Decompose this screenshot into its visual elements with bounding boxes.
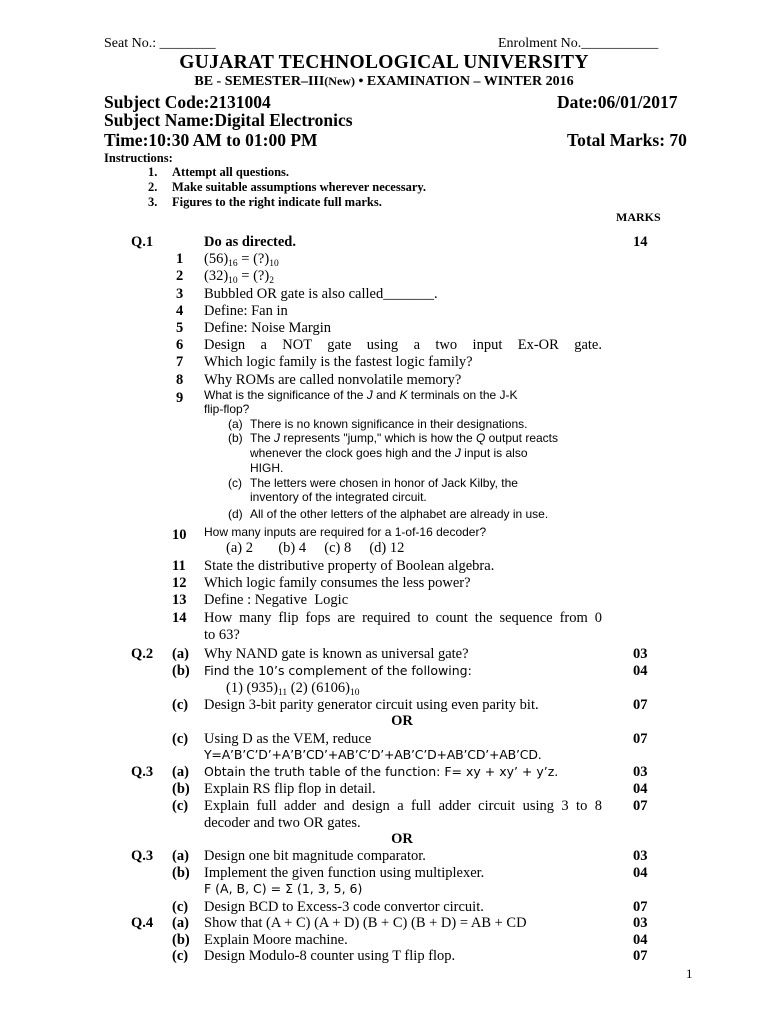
subpart-text: Design 3-bit parity generator circuit using even parity bit.	[204, 697, 539, 713]
subpart-text: Explain Moore machine.	[204, 932, 348, 948]
question-label: Q.4	[131, 915, 154, 931]
subpart-text: Show that (A + C) (A + D) (B + C) (B + D) = AB + CD	[204, 915, 527, 931]
subject-name: Subject Name:Digital Electronics	[104, 110, 353, 130]
item-number: 12	[172, 575, 187, 591]
subpart-text: Design Modulo-8 counter using T flip flop.	[204, 948, 456, 964]
subpart-text: Design one bit magnitude comparator.	[204, 848, 426, 864]
university-name: GUJARAT TECHNOLOGICAL UNIVERSITY	[179, 52, 589, 73]
option-label: (b)	[228, 431, 243, 445]
item-number: 2	[176, 268, 184, 284]
subpart-text: Find the 10’s complement of the following:	[204, 663, 472, 678]
item-text: Define: Noise Margin	[204, 320, 331, 336]
option-text: There is no known significance in their designations.	[250, 417, 528, 431]
subpart-marks: 07	[633, 899, 648, 915]
subpart-text: Using D as the VEM, reduce	[204, 731, 372, 747]
subpart-label: (a)	[172, 764, 189, 780]
subpart-marks: 03	[633, 764, 648, 780]
item-text: State the distributive property of Boolean algebra.	[204, 558, 495, 574]
item-number: 6	[176, 337, 184, 353]
item-number: 5	[176, 320, 184, 336]
option-label: (c)	[228, 476, 242, 490]
subpart-label: (c)	[172, 731, 189, 747]
item-number: 13	[172, 592, 187, 608]
instruction-number: 1.	[148, 165, 158, 179]
question-label: Q.1	[131, 234, 154, 250]
subject-code: Subject Code:2131004	[104, 92, 271, 112]
item-text: Define: Fan in	[204, 303, 288, 319]
subpart-expression: Y=A’B’C’D’+A’B’CD’+AB’C’D’+AB’C’D+AB’CD’+AB’CD.	[204, 747, 542, 762]
item-text: Which logic family is the fastest logic family?	[204, 354, 473, 370]
option-text: inventory of the integrated circuit.	[250, 490, 427, 504]
item-number: 1	[176, 251, 184, 267]
item-text: How many inputs are required for a 1-of-16 decoder?	[204, 525, 487, 539]
option-label: (d)	[228, 507, 243, 521]
exam-title: BE - SEMESTER–III(New) • EXAMINATION – WINTER 2016	[194, 74, 574, 89]
page-number: 1	[686, 966, 693, 981]
subpart-label: (b)	[172, 932, 190, 948]
subpart-marks: 04	[633, 865, 648, 881]
instruction-text: Make suitable assumptions wherever necessary.	[172, 180, 427, 194]
subpart-marks: 04	[633, 663, 648, 679]
question-label: Q.2	[131, 646, 154, 662]
instruction-number: 2.	[148, 180, 158, 194]
instruction-number: 3.	[148, 195, 158, 209]
instruction-text: Attempt all questions.	[172, 165, 290, 179]
subpart-marks: 07	[633, 697, 648, 713]
item-number: 3	[176, 286, 184, 302]
item-text: Design a NOT gate using a two input Ex-OR gate.	[204, 337, 602, 353]
question-label: Q.3	[131, 764, 154, 780]
subpart-label: (c)	[172, 899, 189, 915]
subpart-expression: F (A, B, C) = Σ (1, 3, 5, 6)	[204, 881, 363, 896]
item-text: to 63?	[204, 627, 240, 643]
total-marks: Total Marks: 70	[567, 130, 687, 150]
subpart-label: (b)	[172, 865, 190, 881]
or-separator: OR	[391, 713, 413, 729]
subpart-marks: 07	[633, 798, 648, 814]
subpart-marks: 04	[633, 781, 648, 797]
item-number: 9	[176, 390, 184, 406]
item-number: 10	[172, 527, 187, 543]
question-marks: 14	[633, 234, 648, 250]
item-number: 11	[172, 558, 186, 574]
subpart-label: (c)	[172, 798, 189, 814]
subpart-text: Why NAND gate is known as universal gate?	[204, 646, 469, 662]
item-text: Which logic family consumes the less power?	[204, 575, 471, 591]
exam-time: Time:10:30 AM to 01:00 PM	[104, 130, 318, 150]
item-text: How many flip fops are required to count the sequence from 0	[204, 610, 602, 626]
subpart-label: (a)	[172, 646, 189, 662]
subpart-label: (b)	[172, 663, 190, 679]
option-label: (a)	[228, 417, 243, 431]
item-number: 4	[176, 303, 184, 319]
option-text: All of the other letters of the alphabet are already in use.	[250, 507, 549, 521]
subpart-label: (b)	[172, 781, 190, 797]
seat-number-field: Seat No.: ________	[104, 36, 216, 51]
item-options: (a) 2 (b) 4 (c) 8 (d) 12	[226, 540, 405, 556]
item-text: $(32)_{10}$ = $(?)_2$	[204, 268, 274, 286]
subpart-label: (c)	[172, 697, 189, 713]
item-text: Bubbled OR gate is also called_______.	[204, 286, 438, 302]
item-number: 14	[172, 610, 187, 626]
subpart-text: Design BCD to Excess-3 code convertor circuit.	[204, 899, 484, 915]
subpart-text: Explain RS flip flop in detail.	[204, 781, 376, 797]
subpart-marks: 03	[633, 915, 648, 931]
option-text: HIGH.	[250, 461, 284, 475]
option-text: The J represents "jump," which is how the Q output reacts	[250, 431, 559, 445]
item-text: Why ROMs are called nonvolatile memory?	[204, 372, 462, 388]
subpart-text: decoder and two OR gates.	[204, 815, 361, 831]
subpart-label: (a)	[172, 848, 189, 864]
item-number: 7	[176, 354, 184, 370]
subpart-marks: 03	[633, 646, 648, 662]
subpart-label: (a)	[172, 915, 189, 931]
item-text: $(56)_{16}$ = $(?)_{10}$	[204, 251, 279, 269]
subpart-marks: 07	[633, 948, 648, 964]
instruction-text: Figures to the right indicate full marks.	[172, 195, 382, 209]
option-text: The letters were chosen in honor of Jack Kilby, the	[250, 476, 518, 490]
subpart-text: Explain full adder and design a full adder circuit using 3 to 8	[204, 798, 602, 814]
question-label: Q.3	[131, 848, 154, 864]
item-text: What is the significance of the J and K terminals on the J-K	[204, 388, 518, 402]
or-separator: OR	[391, 831, 413, 847]
item-text: flip-flop?	[204, 402, 250, 416]
item-number: 8	[176, 372, 184, 388]
exam-date: Date:06/01/2017	[557, 92, 678, 112]
subpart-marks: 04	[633, 932, 648, 948]
subpart-text: Obtain the truth table of the function: F= xy + xy’ + y’z.	[204, 764, 559, 779]
subpart-marks: 03	[633, 848, 648, 864]
item-text: Define : Negative Logic	[204, 592, 349, 608]
subpart-marks: 07	[633, 731, 648, 747]
question-title: Do as directed.	[204, 234, 296, 250]
subpart-text: (1) $(935)_{11}$ (2) $(6106)_{10}$	[226, 680, 360, 698]
subpart-label: (c)	[172, 948, 189, 964]
marks-column-header: MARKS	[616, 210, 661, 224]
subpart-text: Implement the given function using multiplexer.	[204, 865, 485, 881]
option-text: whenever the clock goes high and the J input is also	[250, 446, 528, 460]
instructions-title: Instructions:	[104, 151, 173, 165]
enrolment-number-field: Enrolment No.___________	[498, 36, 659, 51]
